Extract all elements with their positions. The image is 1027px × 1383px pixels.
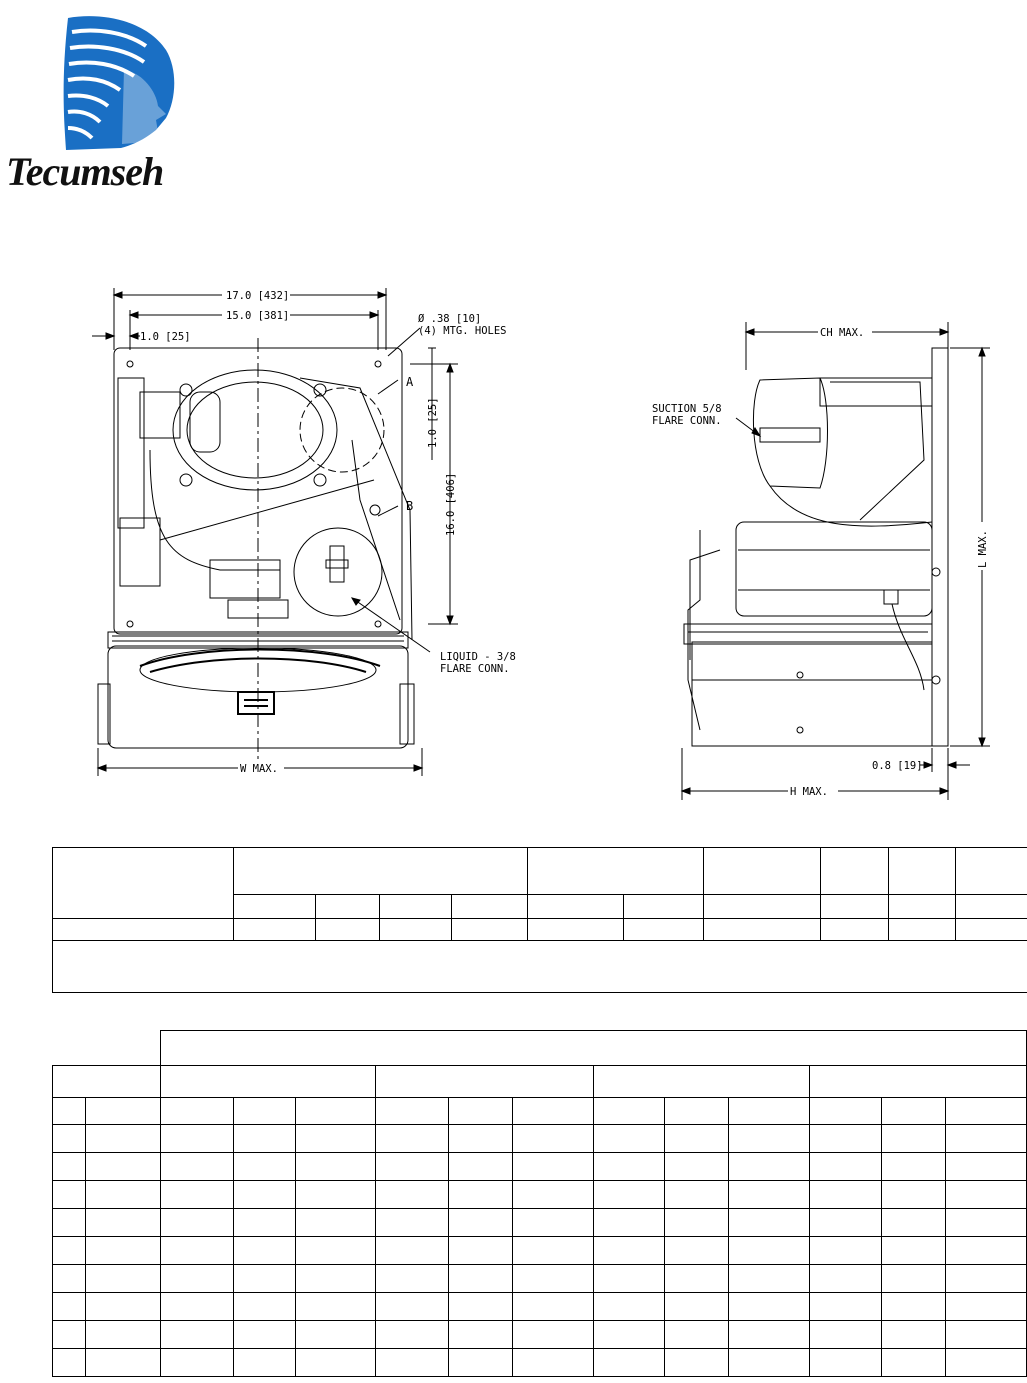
- perf-cell: [882, 1321, 945, 1349]
- perf-cell: [233, 1153, 295, 1181]
- spec-cell: [234, 848, 528, 895]
- performance-table: [52, 1030, 1027, 1377]
- perf-cell: [295, 1349, 375, 1377]
- dim-top-offset: 1.0 [25]: [427, 397, 439, 448]
- perf-cell: [594, 1237, 665, 1265]
- perf-cell: [53, 1153, 86, 1181]
- spec-cell: [316, 919, 380, 941]
- perf-cell: [161, 1098, 233, 1125]
- perf-cell: [512, 1265, 593, 1293]
- spec-header-row: [53, 848, 1027, 895]
- perf-cell: [945, 1349, 1026, 1377]
- perf-cell: [728, 1209, 809, 1237]
- perf-cell: [512, 1153, 593, 1181]
- perf-row: [53, 1153, 1027, 1181]
- perf-cell: [594, 1321, 665, 1349]
- perf-cell: [882, 1125, 945, 1153]
- perf-cell: [448, 1293, 512, 1321]
- dim-w-max: W MAX.: [240, 763, 278, 775]
- perf-cell: [665, 1125, 728, 1153]
- perf-cell: [945, 1125, 1026, 1153]
- perf-cell: [882, 1098, 945, 1125]
- spec-cell: [234, 919, 316, 941]
- perf-cell: [665, 1265, 728, 1293]
- perf-cell: [448, 1125, 512, 1153]
- spec-cell: [821, 919, 889, 941]
- perf-cell: [809, 1293, 881, 1321]
- spec-cell: [624, 895, 704, 919]
- spec-value-row: [53, 919, 1027, 941]
- perf-cell: [376, 1237, 448, 1265]
- spec-cell: [889, 848, 956, 895]
- perf-cell: [86, 1209, 161, 1237]
- perf-cell: [594, 1293, 665, 1321]
- perf-cell: [376, 1153, 448, 1181]
- perf-cell: [376, 1125, 448, 1153]
- perf-cell: [945, 1153, 1026, 1181]
- perf-cell: [594, 1181, 665, 1209]
- perf-cell: [945, 1293, 1026, 1321]
- perf-cell: [665, 1098, 728, 1125]
- perf-cell: [512, 1098, 593, 1125]
- perf-cell: [448, 1237, 512, 1265]
- spec-cell: [380, 895, 452, 919]
- spec-cell: [528, 848, 704, 895]
- liquid-note-1: LIQUID - 3/8: [440, 651, 516, 663]
- perf-cell: [728, 1181, 809, 1209]
- perf-cell: [882, 1349, 945, 1377]
- perf-cell: [161, 1237, 233, 1265]
- perf-cell: [809, 1265, 881, 1293]
- perf-cell: [594, 1098, 665, 1125]
- perf-cell: [512, 1209, 593, 1237]
- front-view: [92, 288, 458, 776]
- perf-cell: [945, 1181, 1026, 1209]
- perf-cell: [376, 1098, 448, 1125]
- perf-cell: [161, 1181, 233, 1209]
- perf-blank-cell: [53, 1031, 161, 1066]
- spec-cell: [528, 919, 624, 941]
- perf-cell: [376, 1181, 448, 1209]
- perf-cell: [161, 1293, 233, 1321]
- perf-cell: [295, 1321, 375, 1349]
- perf-cell: [295, 1153, 375, 1181]
- suction-note-1: SUCTION 5/8: [652, 403, 722, 415]
- perf-cell: [728, 1237, 809, 1265]
- spec-cell: [821, 848, 889, 895]
- spec-cell: [53, 919, 234, 941]
- perf-group-cell: [594, 1066, 810, 1098]
- perf-title-row: [53, 1031, 1027, 1066]
- perf-cell: [53, 1098, 86, 1125]
- perf-cell: [665, 1349, 728, 1377]
- perf-cell: [295, 1098, 375, 1125]
- perf-cell: [882, 1265, 945, 1293]
- perf-cell: [665, 1153, 728, 1181]
- perf-row: [53, 1349, 1027, 1377]
- callout-b: B: [406, 499, 414, 513]
- perf-cell: [809, 1153, 881, 1181]
- perf-cell: [86, 1181, 161, 1209]
- perf-cell: [233, 1321, 295, 1349]
- perf-cell: [233, 1237, 295, 1265]
- perf-cell: [86, 1321, 161, 1349]
- perf-cell: [728, 1293, 809, 1321]
- perf-row: [53, 1237, 1027, 1265]
- perf-cell: [665, 1209, 728, 1237]
- perf-row: [53, 1265, 1027, 1293]
- perf-cell: [448, 1181, 512, 1209]
- perf-cell: [376, 1265, 448, 1293]
- perf-cell: [809, 1349, 881, 1377]
- spec-note-cell: [53, 941, 1027, 993]
- perf-cell: [233, 1265, 295, 1293]
- perf-cell: [161, 1125, 233, 1153]
- perf-cell: [594, 1125, 665, 1153]
- perf-row: [53, 1321, 1027, 1349]
- perf-cell: [809, 1321, 881, 1349]
- dim-l-max: L MAX.: [977, 530, 989, 568]
- perf-cell: [161, 1321, 233, 1349]
- spec-note-row: [53, 941, 1027, 993]
- perf-cell: [295, 1237, 375, 1265]
- spec-cell: [452, 919, 528, 941]
- perf-row: [53, 1181, 1027, 1209]
- perf-cell: [665, 1321, 728, 1349]
- spec-cell: [624, 919, 704, 941]
- perf-cell: [945, 1237, 1026, 1265]
- perf-cell: [945, 1321, 1026, 1349]
- perf-cell: [161, 1349, 233, 1377]
- perf-cell: [665, 1293, 728, 1321]
- perf-cell: [53, 1349, 86, 1377]
- perf-cell: [86, 1125, 161, 1153]
- perf-cell: [882, 1237, 945, 1265]
- spec-cell: [956, 895, 1027, 919]
- spec-cell: [821, 895, 889, 919]
- spec-cell: [704, 919, 821, 941]
- spec-cell: [234, 895, 316, 919]
- perf-cell: [233, 1125, 295, 1153]
- perf-cell: [295, 1293, 375, 1321]
- perf-cell: [233, 1098, 295, 1125]
- perf-cell: [53, 1237, 86, 1265]
- spec-cell: [889, 919, 956, 941]
- perf-cell: [53, 1181, 86, 1209]
- perf-cell: [295, 1181, 375, 1209]
- perf-cell: [376, 1349, 448, 1377]
- perf-cell: [86, 1098, 161, 1125]
- perf-group-cell: [376, 1066, 594, 1098]
- perf-cell: [945, 1209, 1026, 1237]
- hole-note-1: Ø .38 [10]: [418, 313, 482, 325]
- dim-width-holes: 15.0 [381]: [226, 310, 290, 322]
- perf-row: [53, 1098, 1027, 1125]
- dim-h-max: H MAX.: [790, 786, 828, 798]
- perf-cell: [728, 1349, 809, 1377]
- suction-note-2: FLARE CONN.: [652, 415, 722, 427]
- hole-note-2: (4) MTG. HOLES: [418, 325, 507, 337]
- perf-cell: [728, 1153, 809, 1181]
- perf-row: [53, 1209, 1027, 1237]
- perf-cell: [233, 1181, 295, 1209]
- perf-cell: [376, 1293, 448, 1321]
- perf-row: [53, 1293, 1027, 1321]
- spec-table: [52, 847, 1027, 993]
- perf-cell: [295, 1265, 375, 1293]
- perf-cell: [809, 1237, 881, 1265]
- perf-cell: [53, 1066, 161, 1098]
- perf-cell: [448, 1098, 512, 1125]
- perf-cell: [809, 1209, 881, 1237]
- spec-cell: [889, 895, 956, 919]
- perf-group-cell: [809, 1066, 1026, 1098]
- perf-cell: [376, 1209, 448, 1237]
- perf-cell: [86, 1293, 161, 1321]
- callout-a: A: [406, 375, 414, 389]
- side-view: [682, 322, 990, 800]
- perf-cell: [945, 1098, 1026, 1125]
- perf-cell: [594, 1349, 665, 1377]
- spec-cell: [956, 919, 1027, 941]
- perf-cell: [295, 1125, 375, 1153]
- spec-cell: [452, 895, 528, 919]
- perf-row: [53, 1125, 1027, 1153]
- perf-cell: [945, 1265, 1026, 1293]
- perf-cell: [233, 1349, 295, 1377]
- perf-cell: [86, 1265, 161, 1293]
- perf-cell: [809, 1125, 881, 1153]
- spec-cell: [528, 895, 624, 919]
- perf-cell: [665, 1181, 728, 1209]
- perf-cell: [512, 1125, 593, 1153]
- perf-cell: [512, 1237, 593, 1265]
- spec-cell: [380, 919, 452, 941]
- perf-cell: [512, 1181, 593, 1209]
- perf-cell: [161, 1265, 233, 1293]
- perf-cell: [161, 1209, 233, 1237]
- dim-flange: 0.8 [19]: [872, 760, 923, 772]
- perf-cell: [665, 1237, 728, 1265]
- perf-cell: [594, 1265, 665, 1293]
- perf-cell: [86, 1237, 161, 1265]
- dim-ch-max: CH MAX.: [820, 327, 865, 339]
- dim-left-offset: 1.0 [25]: [140, 331, 191, 343]
- perf-cell: [86, 1153, 161, 1181]
- perf-cell: [53, 1265, 86, 1293]
- liquid-note-2: FLARE CONN.: [440, 663, 510, 675]
- perf-cell: [882, 1153, 945, 1181]
- perf-cell: [161, 1153, 233, 1181]
- spec-cell: [53, 848, 234, 919]
- perf-cell: [448, 1349, 512, 1377]
- spec-cell: [316, 895, 380, 919]
- perf-cell: [809, 1098, 881, 1125]
- spec-cell: [704, 848, 821, 895]
- perf-cell: [233, 1293, 295, 1321]
- perf-cell: [728, 1321, 809, 1349]
- perf-cell: [295, 1209, 375, 1237]
- perf-cell: [882, 1293, 945, 1321]
- perf-cell: [53, 1209, 86, 1237]
- brand-name: Tecumseh: [6, 149, 164, 194]
- perf-cell: [882, 1181, 945, 1209]
- perf-cell: [728, 1125, 809, 1153]
- spec-cell: [704, 895, 821, 919]
- perf-cell: [53, 1293, 86, 1321]
- perf-cell: [233, 1209, 295, 1237]
- perf-cell: [882, 1209, 945, 1237]
- perf-cell: [448, 1153, 512, 1181]
- perf-cell: [448, 1209, 512, 1237]
- perf-title-cell: [161, 1031, 1027, 1066]
- perf-cell: [512, 1349, 593, 1377]
- perf-cell: [448, 1265, 512, 1293]
- perf-group-row: [53, 1066, 1027, 1098]
- perf-cell: [728, 1265, 809, 1293]
- perf-cell: [86, 1349, 161, 1377]
- perf-cell: [448, 1321, 512, 1349]
- perf-cell: [594, 1153, 665, 1181]
- dim-width-overall: 17.0 [432]: [226, 290, 290, 302]
- unit-drawing: [0, 260, 1027, 820]
- spec-cell: [956, 848, 1027, 895]
- perf-cell: [53, 1321, 86, 1349]
- dim-hole-spacing: 16.0 [406]: [445, 472, 457, 536]
- perf-group-cell: [161, 1066, 376, 1098]
- perf-cell: [809, 1181, 881, 1209]
- perf-cell: [53, 1125, 86, 1153]
- perf-cell: [376, 1321, 448, 1349]
- perf-cell: [512, 1321, 593, 1349]
- perf-cell: [512, 1293, 593, 1321]
- perf-cell: [728, 1098, 809, 1125]
- perf-cell: [594, 1209, 665, 1237]
